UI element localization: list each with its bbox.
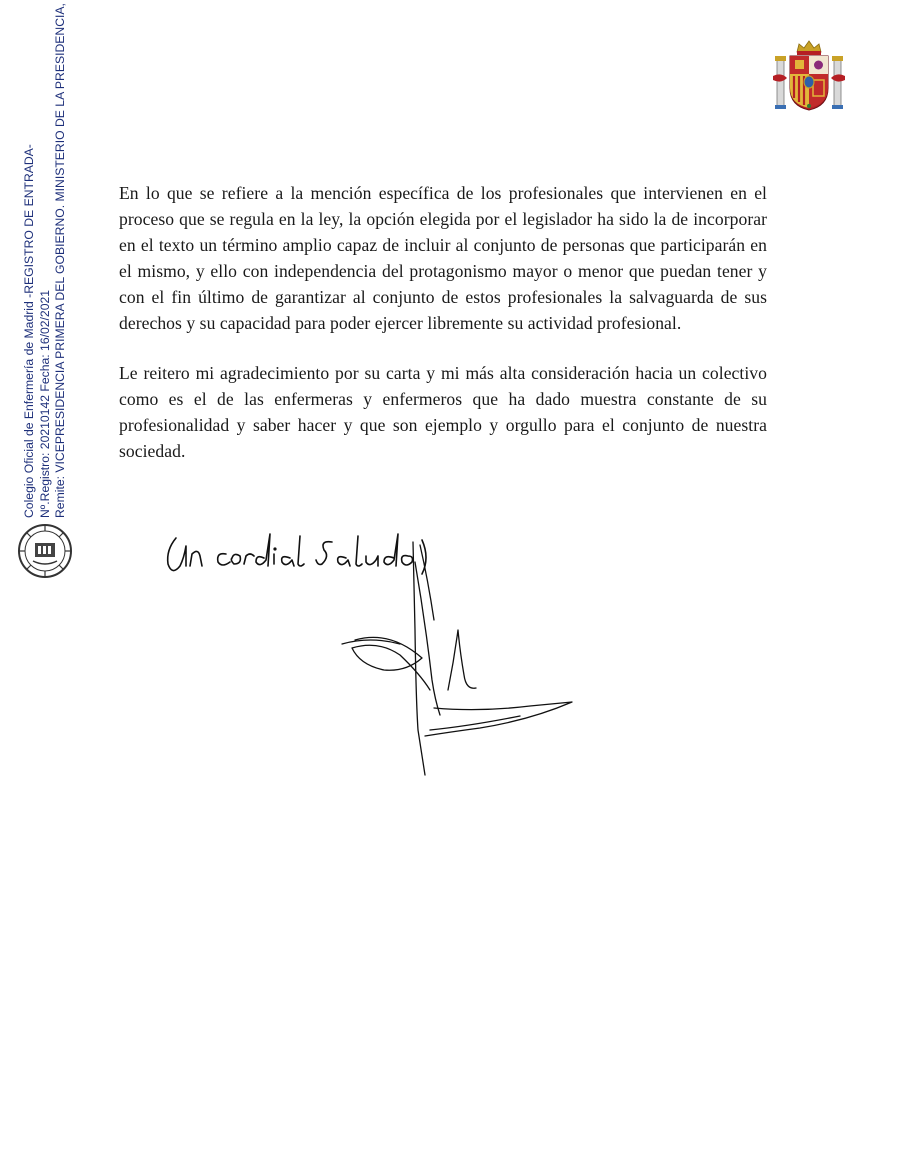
registry-stamp-line2: Nº.Registro: 20210142 Fecha: 16/02/2021 <box>37 289 52 518</box>
spain-coat-of-arms-icon <box>773 38 845 114</box>
letter-body <box>119 180 767 488</box>
handwritten-signature <box>330 540 590 785</box>
paragraph-2: Le reitero mi agradecimiento por su carta y mi más alta consideración hacia un colectivo como es el de las enfermeras y enfermeros que ha dado muestra constante de su profesionalidad y saber hacer y que son ejemplo y orgullo para el conjunto de nuestra sociedad. <box>119 363 767 461</box>
paragraph-1: En lo que se refiere a la mención específica de los profesionales que intervienen en el proceso que se regula en la ley, la opción elegida por el legislador ha sido la de incorporar en el texto un término amplio capaz de incluir al conjunto de personas que participarán en el mismo, y ello con independencia del protagonismo mayor o menor que puedan tener y con el fin último de garantizar al conjunto de estos profesionales la salvaguarda de sus derechos y su capacidad para poder ejercer libremente su actividad profesional. <box>119 183 767 333</box>
registry-stamp-line3: Remite: VICEPRESIDENCIA PRIMERA DEL GOBIERNO. MINISTERIO DE LA PRESIDENCIA, <box>53 3 67 518</box>
registry-stamp <box>22 0 72 518</box>
college-seal-icon <box>17 523 73 579</box>
registry-stamp-line1: Colegio Oficial de Enfermería de Madrid -REGISTRO DE ENTRADA- <box>22 144 36 518</box>
